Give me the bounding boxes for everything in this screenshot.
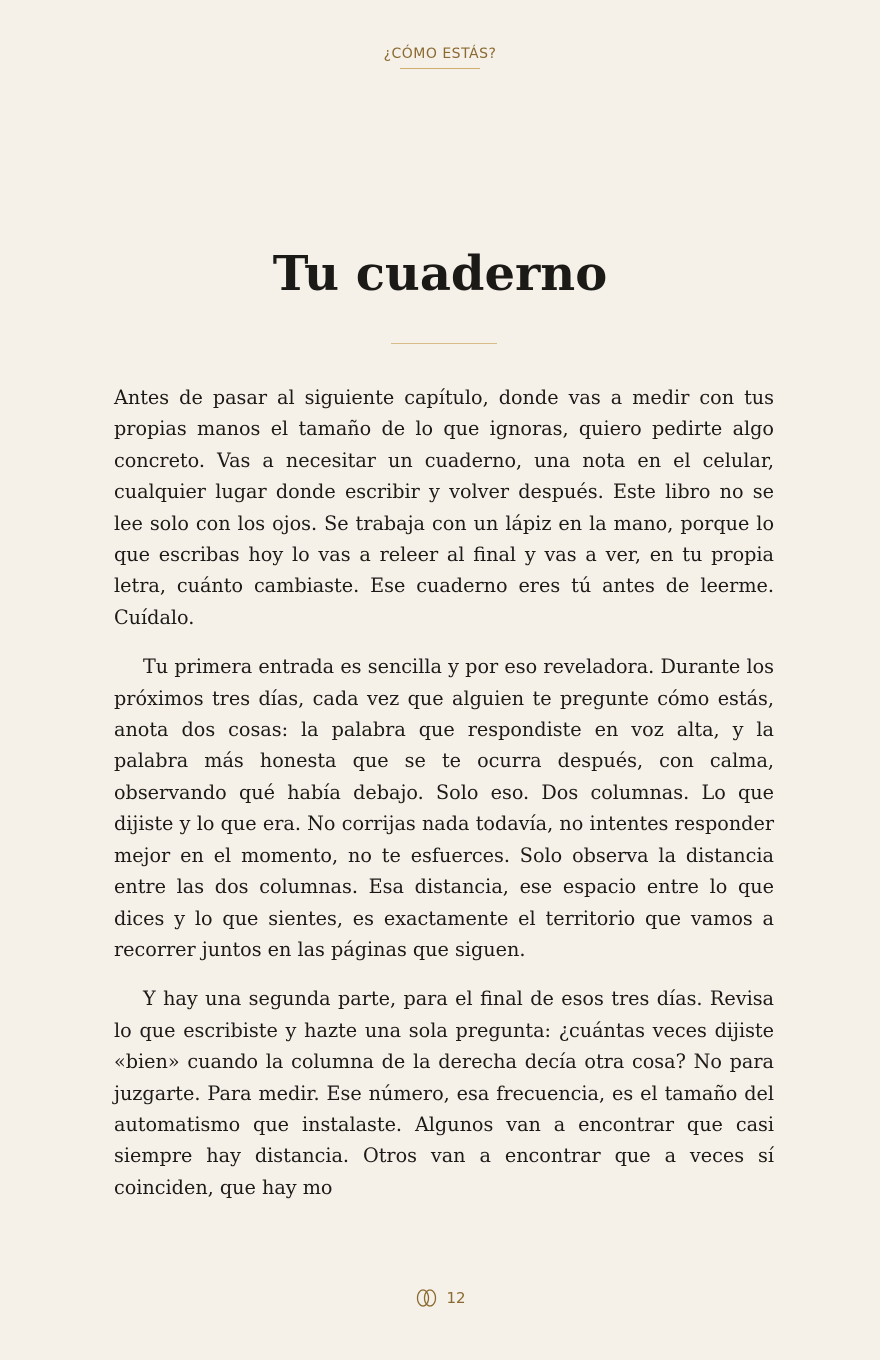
chapter-title: Tu cuaderno xyxy=(272,246,608,302)
paragraph-3: Y hay una segunda parte, para el final de esos tres días. Revisa lo que escribiste y hazte una sola pregunta: ¿cuántas veces dijiste «bien» cuando la columna de la derecha decía otra cosa? No para juzgarte. Para medir. Ese número, esa frecuencia, es el tamaño del automatismo que instalaste. Algunos van a encontrar que casi siempre hay distancia. Otros van a encontrar que a veces sí coinciden, que hay mo xyxy=(114,987,774,1199)
page-number: 12 xyxy=(446,1289,466,1307)
page-footer xyxy=(0,1288,880,1308)
paragraph-1: Antes de pasar al siguiente capítulo, donde vas a medir con tus propias manos el tamaño de lo que ignoras, quiero pedirte algo concreto. Vas a necesitar un cuaderno, una nota en el celular, cualquier lugar donde escribir y volver después. Este libro no se lee solo con los ojos. Se trabaja con un lápiz en la mano, porque lo que escribas hoy lo vas a releer al final y vas a ver, en tu propia letra, cuánto cambiaste. Ese cuaderno eres tú antes de leerme. Cuídalo. xyxy=(114,386,774,629)
paragraph-2: Tu primera entrada es sencilla y por eso reveladora. Durante los próximos tres días, cada vez que alguien te pregunte cómo estás, anota dos cosas: la palabra que respondiste en voz alta, y la palabra más honesta que se te ocurra después, con calma, observando qué había debajo. Solo eso. Dos columnas. Lo que dijiste y lo que era. No corrijas nada todavía, no intentes responder mejor en el momento, no te esfuerces. Solo observa la distancia entre las dos columnas. Esa distancia, ese espacio entre lo que dices y lo que sientes, es exactamente el territorio que vamos a recorrer juntos en las páginas que siguen. xyxy=(114,655,774,961)
title-divider xyxy=(391,343,497,344)
running-head-rule xyxy=(400,68,480,69)
body-text xyxy=(114,382,774,1221)
running-head: ¿CÓMO ESTÁS? xyxy=(383,46,497,62)
double-ring-ornament-icon xyxy=(414,1288,440,1308)
